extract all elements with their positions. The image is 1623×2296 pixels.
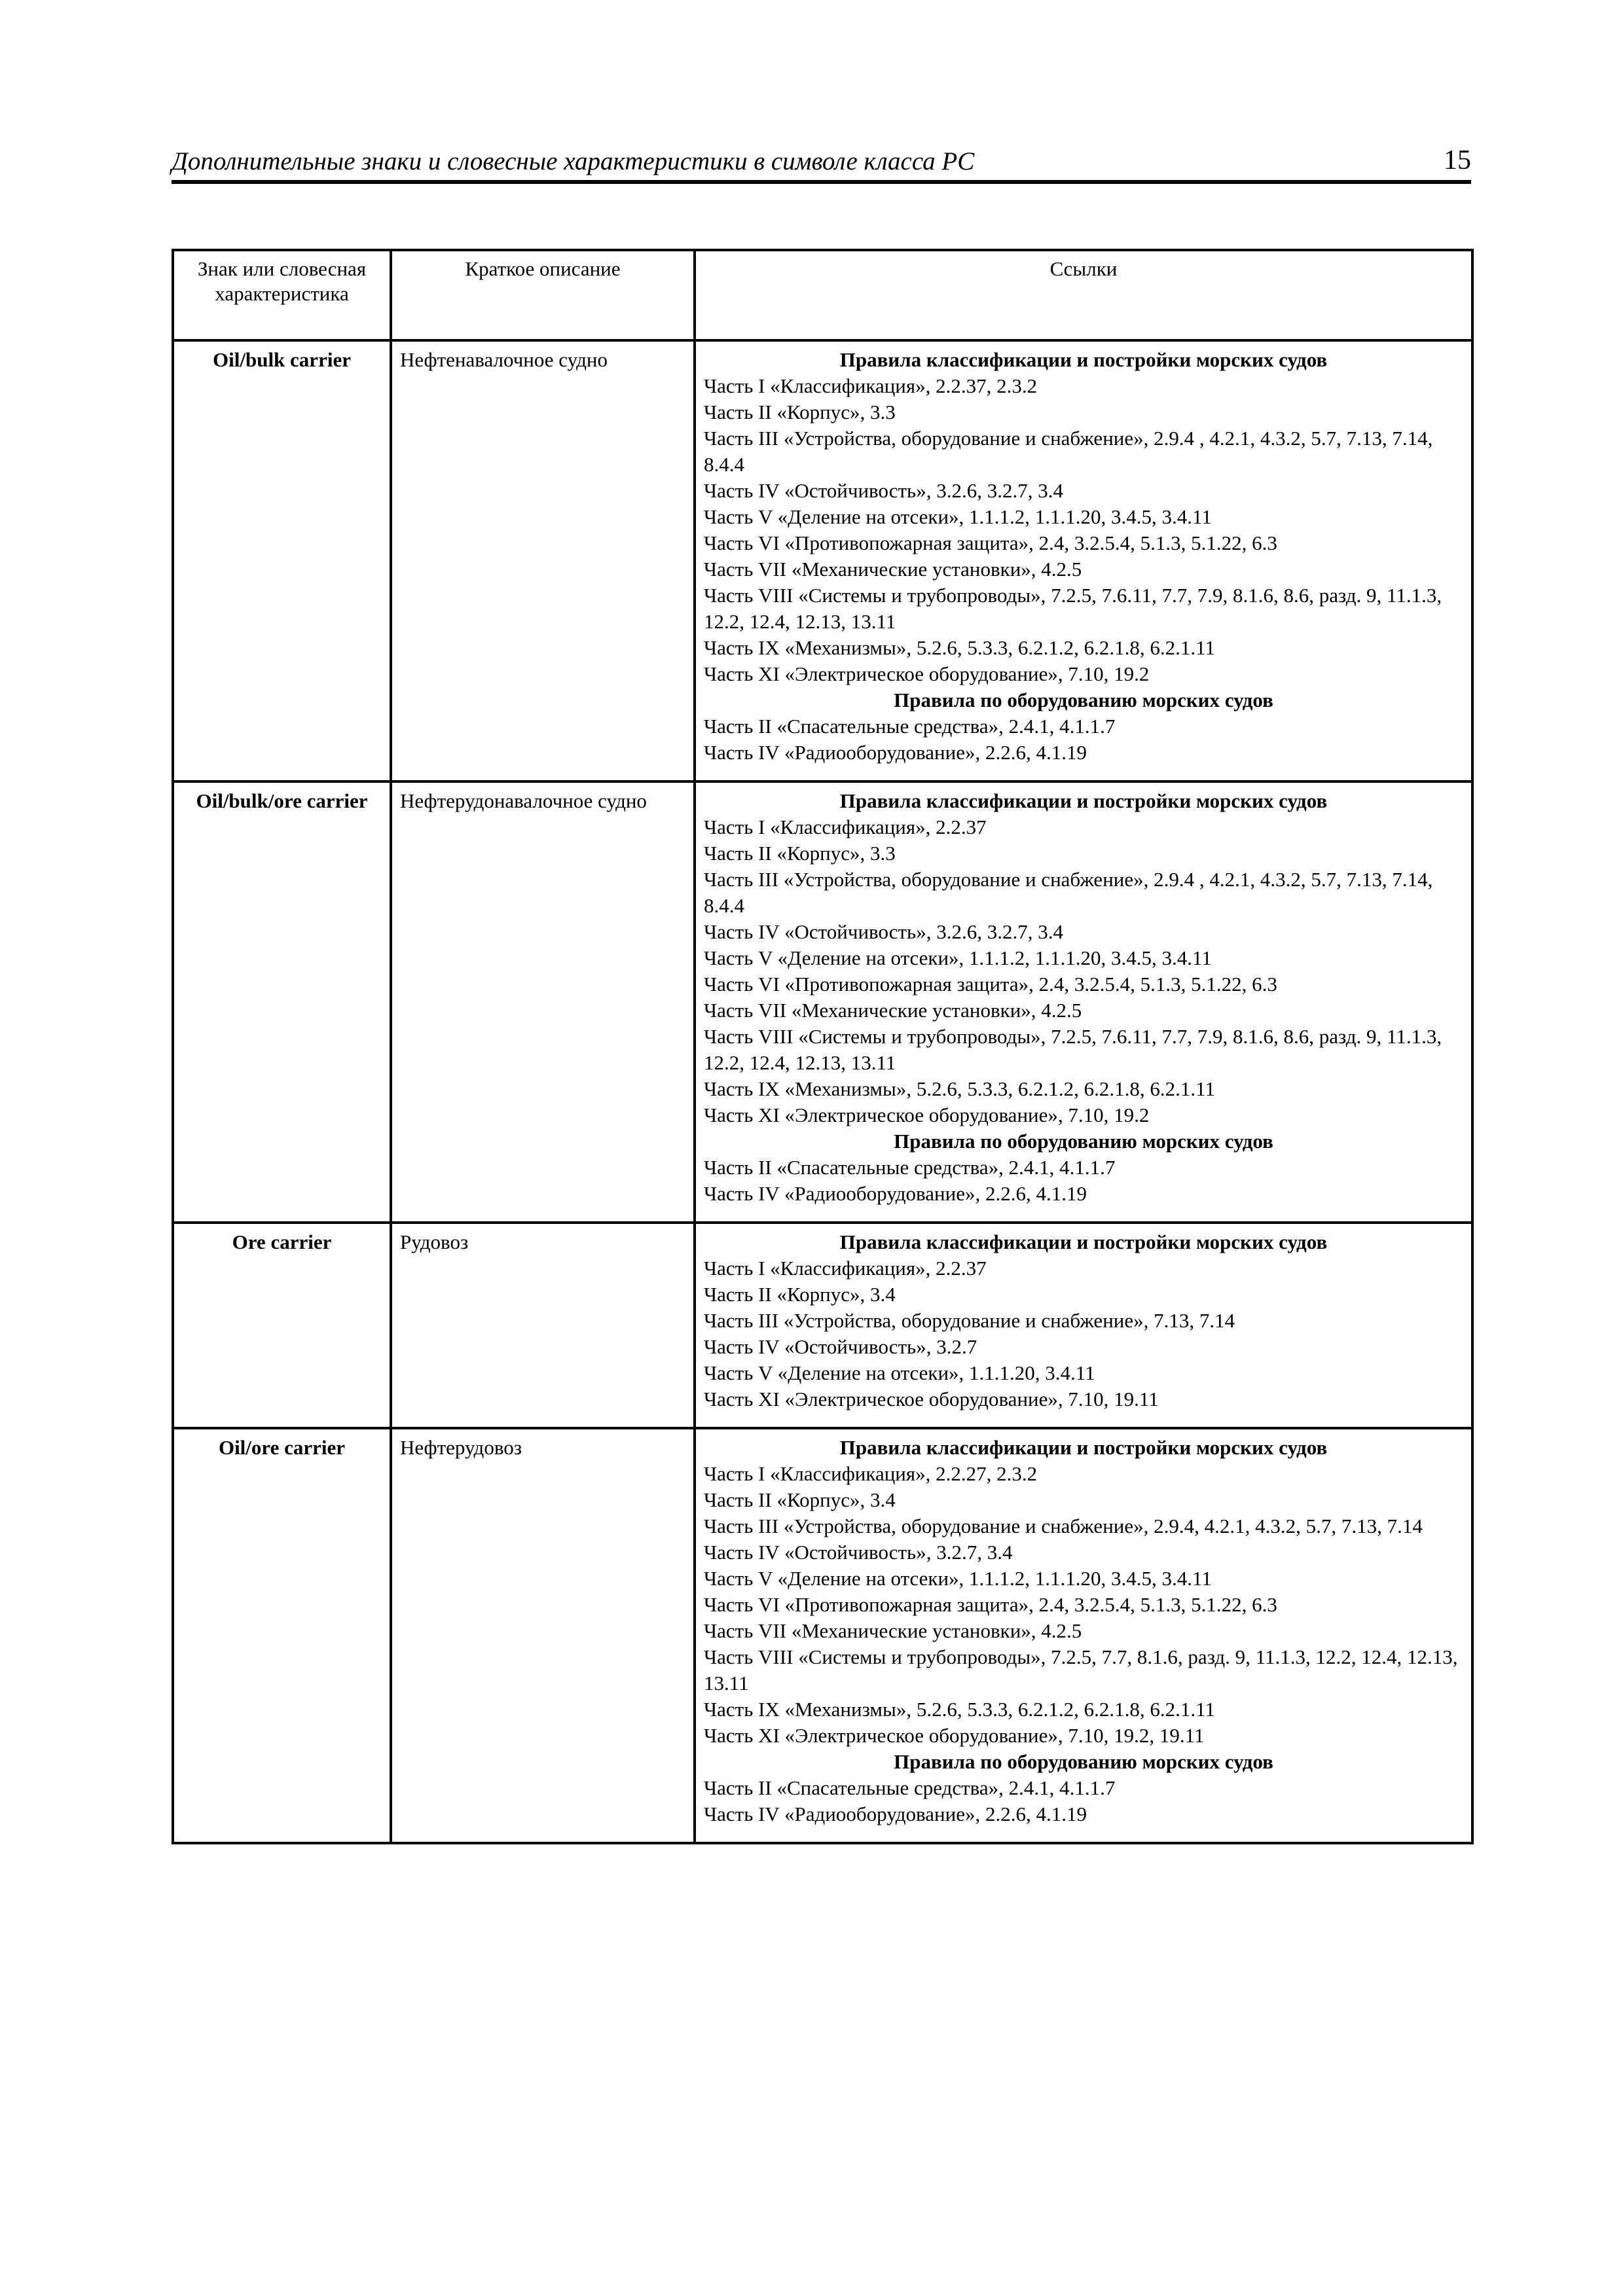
reference-line: Часть IX «Механизмы», 5.2.6, 5.3.3, 6.2.1.2, 6.2.1.8, 6.2.1.11 xyxy=(704,1077,1215,1100)
rules-title: Правила классификации и постройки морских судов xyxy=(839,1230,1328,1253)
references-cell xyxy=(695,1428,1472,1843)
reference-line: Часть V «Деление на отсеки», 1.1.1.2, 1.1.1.20, 3.4.5, 3.4.11 xyxy=(704,1567,1212,1590)
rules-title: Правила классификации и постройки морских судов xyxy=(839,789,1328,812)
reference-line: Часть I «Классификация», 2.2.37, 2.3.2 xyxy=(704,374,1038,397)
reference-line: Часть IV «Остойчивость», 3.2.6, 3.2.7, 3.4 xyxy=(704,920,1063,943)
reference-line: Часть IV «Остойчивость», 3.2.6, 3.2.7, 3.4 xyxy=(704,479,1063,502)
reference-line: Часть IV «Остойчивость», 3.2.7 xyxy=(704,1335,977,1358)
description-cell: Рудовоз xyxy=(391,1223,695,1428)
reference-line: Часть VII «Механические установки», 4.2.5 xyxy=(704,558,1082,581)
reference-line: Часть II «Спасательные средства», 2.4.1, 4.1.1.7 xyxy=(704,1156,1116,1179)
sign-cell: Ore carrier xyxy=(173,1223,391,1428)
reference-line: Часть III «Устройства, оборудование и снабжение», 2.9.4 , 4.2.1, 4.3.2, 5.7, 7.13, 7.14, 8.4.4 xyxy=(704,427,1433,476)
reference-line: Часть II «Корпус», 3.3 xyxy=(704,401,896,423)
rules-title: Правила классификации и постройки морских судов xyxy=(839,348,1328,371)
reference-line: Часть IX «Механизмы», 5.2.6, 5.3.3, 6.2.1.2, 6.2.1.8, 6.2.1.11 xyxy=(704,636,1215,659)
reference-line: Часть V «Деление на отсеки», 1.1.1.20, 3.4.11 xyxy=(704,1361,1095,1384)
description-cell: Нефтерудонавалочное судно xyxy=(391,781,695,1223)
reference-line: Часть II «Корпус», 3.3 xyxy=(704,842,896,865)
reference-line: Часть I «Классификация», 2.2.37 xyxy=(704,816,987,838)
table-row xyxy=(173,781,1472,1223)
reference-line: Часть XI «Электрическое оборудование», 7.10, 19.11 xyxy=(704,1388,1159,1410)
table-row xyxy=(173,340,1472,781)
reference-line: Часть VII «Механические установки», 4.2.5 xyxy=(704,999,1082,1022)
reference-line: Часть VI «Противопожарная защита», 2.4, 3.2.5.4, 5.1.3, 5.1.22, 6.3 xyxy=(704,973,1277,996)
reference-line: Часть II «Корпус», 3.4 xyxy=(704,1488,896,1511)
reference-line: Часть III «Устройства, оборудование и снабжение», 2.9.4 , 4.2.1, 4.3.2, 5.7, 7.13, 7.14, 8.4.4 xyxy=(704,868,1433,917)
reference-line: Часть II «Корпус», 3.4 xyxy=(704,1283,896,1306)
requirements-table xyxy=(172,249,1474,1844)
reference-line: Часть II «Спасательные средства», 2.4.1, 4.1.1.7 xyxy=(704,715,1116,738)
sign-cell: Oil/bulk/ore carrier xyxy=(173,781,391,1223)
references-cell xyxy=(695,781,1472,1223)
table-row xyxy=(173,1428,1472,1843)
table-header-row xyxy=(173,250,1472,340)
column-header-references: Ссылки xyxy=(695,250,1472,340)
rules-title: Правила по оборудованию морских судов xyxy=(894,689,1273,711)
reference-line: Часть VIII «Системы и трубопроводы», 7.2.5, 7.7, 8.1.6, разд. 9, 11.1.3, 12.2, 12.4, 12.13, 13.11 xyxy=(704,1645,1458,1695)
reference-line: Часть VI «Противопожарная защита», 2.4, 3.2.5.4, 5.1.3, 5.1.22, 6.3 xyxy=(704,1593,1277,1616)
references-cell xyxy=(695,1223,1472,1428)
reference-line: Часть V «Деление на отсеки», 1.1.1.2, 1.1.1.20, 3.4.5, 3.4.11 xyxy=(704,505,1212,528)
reference-line: Часть III «Устройства, оборудование и снабжение», 2.9.4, 4.2.1, 4.3.2, 5.7, 7.13, 7.14 xyxy=(704,1515,1423,1537)
page-header xyxy=(172,141,1471,184)
reference-line: Часть XI «Электрическое оборудование», 7.10, 19.2 xyxy=(704,1103,1150,1126)
reference-line: Часть VIII «Системы и трубопроводы», 7.2.5, 7.6.11, 7.7, 7.9, 8.1.6, 8.6, разд. 9, 11.1.3, 12.2, 12.4, 12.13, 13.11 xyxy=(704,584,1442,633)
reference-line: Часть XI «Электрическое оборудование», 7.10, 19.2, 19.11 xyxy=(704,1724,1205,1747)
rules-title: Правила классификации и постройки морских судов xyxy=(839,1436,1328,1459)
rules-title: Правила по оборудованию морских судов xyxy=(894,1750,1273,1773)
reference-line: Часть IV «Радиооборудование», 2.2.6, 4.1.19 xyxy=(704,741,1087,764)
column-header-description: Краткое описание xyxy=(391,250,695,340)
sign-cell: Oil/bulk carrier xyxy=(173,340,391,781)
sign-cell: Oil/ore carrier xyxy=(173,1428,391,1843)
table-row xyxy=(173,1223,1472,1428)
reference-line: Часть IV «Радиооборудование», 2.2.6, 4.1.19 xyxy=(704,1182,1087,1205)
reference-line: Часть V «Деление на отсеки», 1.1.1.2, 1.1.1.20, 3.4.5, 3.4.11 xyxy=(704,946,1212,969)
description-cell: Нефтенавалочное судно xyxy=(391,340,695,781)
reference-line: Часть VI «Противопожарная защита», 2.4, 3.2.5.4, 5.1.3, 5.1.22, 6.3 xyxy=(704,531,1277,554)
rules-title: Правила по оборудованию морских судов xyxy=(894,1130,1273,1153)
reference-line: Часть VII «Механические установки», 4.2.5 xyxy=(704,1619,1082,1642)
reference-line: Часть IX «Механизмы», 5.2.6, 5.3.3, 6.2.1.2, 6.2.1.8, 6.2.1.11 xyxy=(704,1698,1215,1721)
running-title: Дополнительные знаки и словесные характеристики в символе класса РС xyxy=(172,147,975,175)
reference-line: Часть II «Спасательные средства», 2.4.1, 4.1.1.7 xyxy=(704,1776,1116,1799)
reference-line: Часть I «Классификация», 2.2.27, 2.3.2 xyxy=(704,1462,1038,1485)
reference-line: Часть I «Классификация», 2.2.37 xyxy=(704,1257,987,1280)
page-number: 15 xyxy=(1444,145,1471,175)
reference-line: Часть VIII «Системы и трубопроводы», 7.2.5, 7.6.11, 7.7, 7.9, 8.1.6, 8.6, разд. 9, 11.1.3, 12.2, 12.4, 12.13, 13.11 xyxy=(704,1025,1442,1074)
reference-line: Часть IV «Радиооборудование», 2.2.6, 4.1.19 xyxy=(704,1803,1087,1825)
reference-line: Часть IV «Остойчивость», 3.2.7, 3.4 xyxy=(704,1541,1013,1564)
description-cell: Нефтерудовоз xyxy=(391,1428,695,1843)
reference-line: Часть XI «Электрическое оборудование», 7.10, 19.2 xyxy=(704,662,1150,685)
references-cell xyxy=(695,340,1472,781)
column-header-sign: Знак или словесная характеристика xyxy=(173,250,391,340)
reference-line: Часть III «Устройства, оборудование и снабжение», 7.13, 7.14 xyxy=(704,1309,1235,1332)
